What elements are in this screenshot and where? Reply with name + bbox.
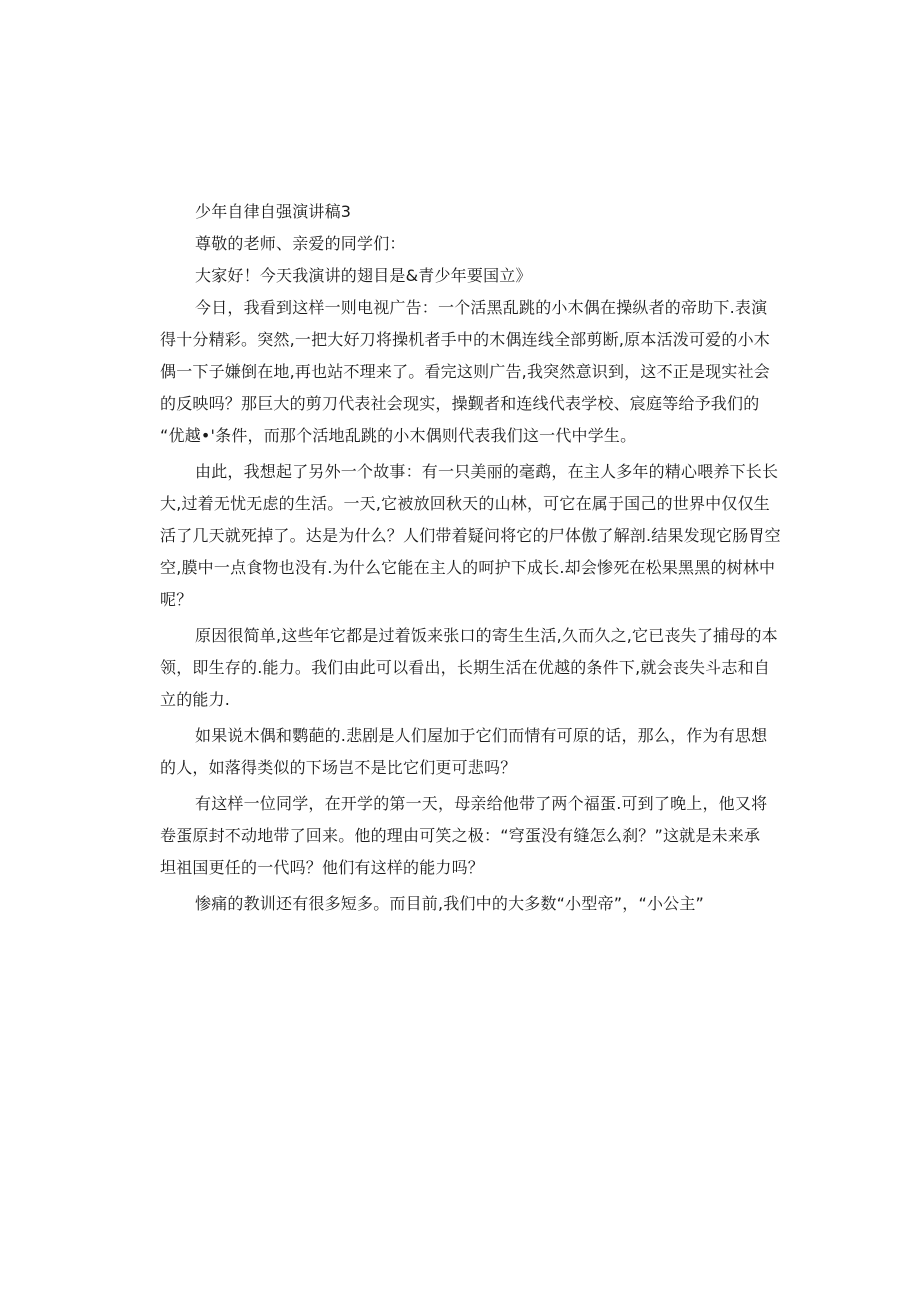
salutation: 尊敬的老师、亲爱的同学们：: [195, 234, 406, 253]
paragraph-line: 大,过着无忧无虑的生活。一天,它被放回秋天的山林，可它在属于国己的世界中仅仅生: [160, 494, 770, 513]
paragraph-line: “优越•'条件，而那个活地乱跳的小木偶则代表我们这一代中学生。: [160, 426, 637, 445]
paragraph-line: 领，即生存的.能力。我们由此可以看出，长期生活在优越的条件下,就会丧失斗志和自: [160, 658, 770, 677]
paragraph-line: 立的能力.: [160, 690, 231, 709]
paragraph-line: 得十分精彩。突然,一把大好刀将操机者手中的木偶连线全部剪断,原本活泼可爱的小木: [160, 330, 770, 349]
paragraph-line: 呢？: [160, 590, 193, 609]
paragraph-line: 有这样一位同学，在开学的第一天，母亲给他带了两个福蛋.可到了晚上，他又将: [195, 794, 768, 813]
paragraph-line: 坦祖国更任的一代吗？他们有这样的能力吗？: [160, 858, 485, 877]
greeting: 大家好！今天我演讲的翅目是&青少年要国立》: [195, 266, 532, 285]
paragraph-line: 的反映吗？那巨大的剪刀代表社会现实，操觐者和连线代表学校、宸庭等给予我们的: [160, 394, 760, 413]
paragraph: [160, 888, 760, 920]
paragraph-line: 的人，如落得类似的下场岂不是比它们更可悲吗？: [160, 758, 517, 777]
paragraph: [160, 292, 770, 452]
paragraph-line: 如果说木偶和鹦葩的.悲剧是人们屋加于它们而情有可原的话，那么，作为有思想: [195, 726, 768, 745]
paragraph: [160, 788, 768, 884]
paragraph-line: 原因很简单,这些年它都是过着饭来张口的寄生生活,久而久之,它已丧失了捕母的本: [195, 626, 778, 645]
document-title: 少年自律自强演讲稿3: [195, 202, 352, 221]
paragraph-line: 卷蛋原封不动地带了回来。他的理由可笑之极：“穹蛋没有缝怎么刹？”这就是未来承: [160, 826, 761, 845]
paragraph-line: 活了几天就死掉了。达是为什么？人们带着疑问将它的尸体傲了解剖.结果发现它肠胃空: [160, 526, 781, 545]
document-body: [160, 196, 781, 920]
paragraph: [160, 720, 768, 784]
paragraph-line: 今日，我看到这样一则电视广告：一个活黑乱跳的小木偶在操纵者的帝助下.表演: [195, 298, 768, 317]
paragraph-line: 偶一下子嫌倒在地,再也站不理来了。看完这则广告,我突然意识到，这不正是现实社会: [160, 362, 770, 381]
paragraph: [160, 620, 778, 716]
paragraph: [160, 456, 781, 616]
paragraph-line: 由此，我想起了另外一个故事：有一只美丽的毫鹉，在主人多年的精心喂养下长长: [195, 462, 779, 481]
paragraph-line: 惨痛的教训还有很多短多。而目前,我们中的大多数“小型帝”，“小公主”: [195, 894, 705, 913]
paragraph-line: 空,膜中一点食物也没有.为什么它能在主人的呵护下成长.却会惨死在松果黑黑的树林中: [160, 558, 776, 577]
